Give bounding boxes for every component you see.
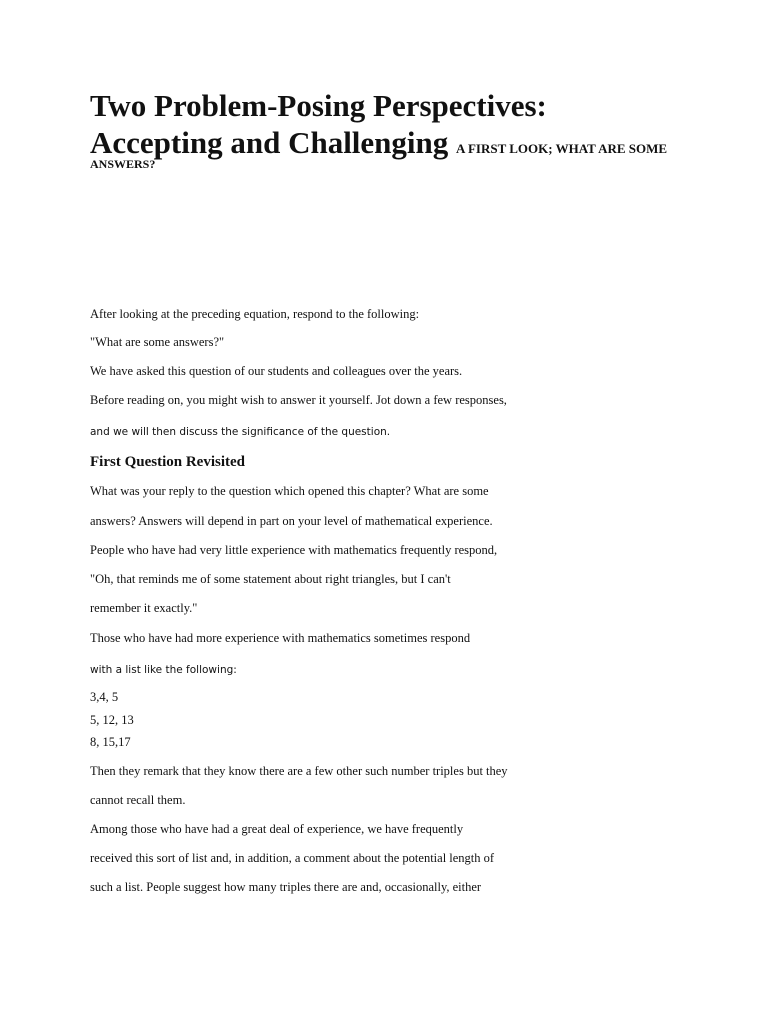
after-paragraph-2: cannot recall them.	[90, 793, 186, 807]
section-paragraph-4: "Oh, that reminds me of some statement about right triangles, but I can't	[90, 572, 451, 586]
section-paragraph-7: with a list like the following:	[90, 664, 237, 676]
after-paragraph-3: Among those who have had a great deal of experience, we have frequently	[90, 822, 464, 836]
after-paragraph-4: received this sort of list and, in addition, a comment about the potential length of	[90, 851, 495, 865]
intro-paragraph-4: Before reading on, you might wish to answer it yourself. Jot down a few responses,	[90, 393, 507, 407]
after-paragraph-1: Then they remark that they know there are a few other such number triples but they	[90, 764, 508, 778]
section-paragraph-3: People who have had very little experience with mathematics frequently respond,	[90, 543, 498, 557]
subtitle-part-1: A FIRST LOOK; WHAT ARE SOME	[456, 141, 668, 156]
after-paragraph-5: such a list. People suggest how many triples there are and, occasionally, either	[90, 880, 482, 894]
triple-2: 5, 12, 13	[90, 713, 134, 727]
section-paragraph-6: Those who have had more experience with mathematics sometimes respond	[90, 631, 471, 645]
title-line-2	[90, 124, 690, 162]
section-heading: First Question Revisited	[90, 454, 245, 470]
intro-paragraph-1: After looking at the preceding equation, respond to the following:	[90, 307, 420, 321]
section-paragraph-1: What was your reply to the question which opened this chapter? What are some	[90, 484, 489, 498]
title-line-2-text: Accepting and Challenging	[90, 125, 449, 160]
section-paragraph-2: answers? Answers will depend in part on your level of mathematical experience.	[90, 514, 493, 528]
triple-3: 8, 15,17	[90, 735, 131, 749]
section-paragraph-5: remember it exactly."	[90, 601, 198, 615]
subtitle-part-2: ANSWERS?	[90, 157, 156, 171]
intro-paragraph-3: We have asked this question of our students and colleagues over the years.	[90, 364, 463, 378]
triple-1: 3,4, 5	[90, 690, 119, 704]
intro-paragraph-5: and we will then discuss the significance of the question.	[90, 426, 391, 438]
title-line-1: Two Problem-Posing Perspectives:	[90, 88, 547, 123]
intro-paragraph-2: "What are some answers?"	[90, 335, 225, 349]
